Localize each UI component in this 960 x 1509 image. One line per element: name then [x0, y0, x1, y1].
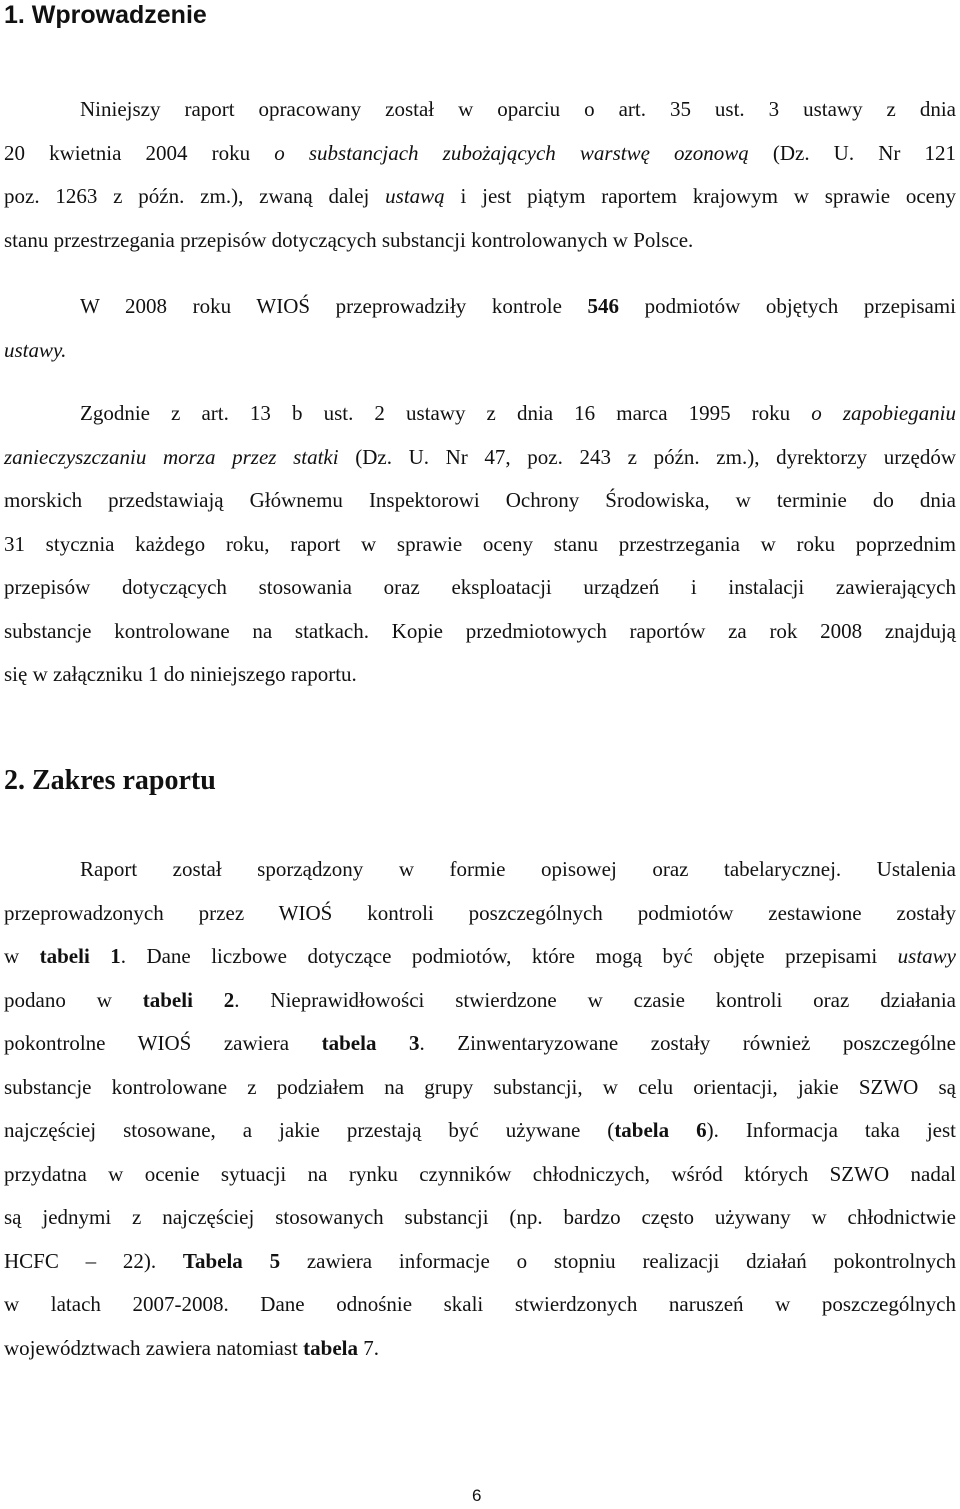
text-line: stanu przestrzegania przepisów dotyczących substancji kontrolowanych w Polsce.	[4, 227, 694, 252]
paragraph-kontrole	[4, 285, 956, 372]
text-line: 31 stycznia każdego roku, raport w sprawie oceny stanu przestrzegania w roku poprzednim	[4, 531, 956, 556]
text-line: w latach 2007-2008. Dane odnośnie skali stwierdzonych naruszeń w poszczególnych	[4, 1292, 956, 1316]
paragraph-intro	[4, 88, 956, 262]
text-line: Raport został sporządzony w formie opisowej oraz tabelarycznej. Ustalenia	[80, 857, 956, 881]
text-line: pokontrolne WIOŚ zawiera tabela 3. Zinwentaryzowane zostały również poszczególne	[4, 1031, 956, 1055]
page-number: 6	[472, 1486, 482, 1505]
text-line: poz. 1263 z późn. zm.), zwaną dalej ustawą i jest piątym raportem krajowym w sprawie oceny	[4, 184, 956, 208]
text-line: są jednymi z najczęściej stosowanych substancji (np. bardzo często używany w chłodnictwie	[4, 1205, 956, 1229]
paragraph-zakres	[4, 848, 956, 1370]
text-line: województwach zawiera natomiast tabela 7.	[4, 1335, 379, 1360]
text-line: ustawy.	[4, 337, 67, 362]
text-line: substancje kontrolowane z podziałem na grupy substancji, w celu orientacji, jakie SZWO są	[4, 1074, 956, 1099]
text-line: W 2008 roku WIOŚ przeprowadziły kontrole 546 podmiotów objętych przepisami	[80, 294, 956, 318]
text-line: morskich przedstawiają Głównemu Inspektorowi Ochrony Środowiska, w terminie do dnia	[4, 488, 956, 512]
text-line: w tabeli 1. Dane liczbowe dotyczące podmiotów, które mogą być objęte przepisami ustawy	[4, 944, 956, 968]
text-line: przydatna w ocenie sytuacji na rynku czynników chłodniczych, wśród których SZWO nadal	[4, 1161, 956, 1186]
text-line: Niniejszy raport opracowany został w oparciu o art. 35 ust. 3 ustawy z dnia	[80, 97, 956, 121]
text-line: przeprowadzonych przez WIOŚ kontroli poszczególnych podmiotów zestawione zostały	[4, 900, 956, 925]
text-line: przepisów dotyczących stosowania oraz eksploatacji urządzeń i instalacji zawierających	[4, 575, 956, 599]
text-line: się w załączniku 1 do niniejszego raportu.	[4, 662, 357, 686]
text-line: Zgodnie z art. 13 b ust. 2 ustawy z dnia 16 marca 1995 roku o zapobieganiu	[80, 401, 956, 425]
text-line: HCFC – 22). Tabela 5 zawiera informacje o stopniu realizacji działań pokontrolnych	[4, 1248, 957, 1273]
text-line: zanieczyszczaniu morza przez statki (Dz. U. Nr 47, poz. 243 z późn. zm.), dyrektorzy urzędów	[4, 444, 956, 469]
section-heading-wprowadzenie: 1. Wprowadzenie	[4, 1, 207, 29]
section-heading-zakres-raportu: 2. Zakres raportu	[4, 765, 216, 796]
text-line: najczęściej stosowane, a jakie przestają być używane (tabela 6). Informacja taka jest	[4, 1118, 957, 1142]
text-line: podano w tabeli 2. Nieprawidłowości stwierdzone w czasie kontroli oraz działania	[4, 987, 956, 1012]
text-line: 20 kwietnia 2004 roku o substancjach zubożających warstwę ozonową (Dz. U. Nr 121	[4, 140, 956, 165]
paragraph-statki	[4, 392, 956, 697]
text-line: substancje kontrolowane na statkach. Kopie przedmiotowych raportów za rok 2008 znajdują	[4, 618, 956, 643]
